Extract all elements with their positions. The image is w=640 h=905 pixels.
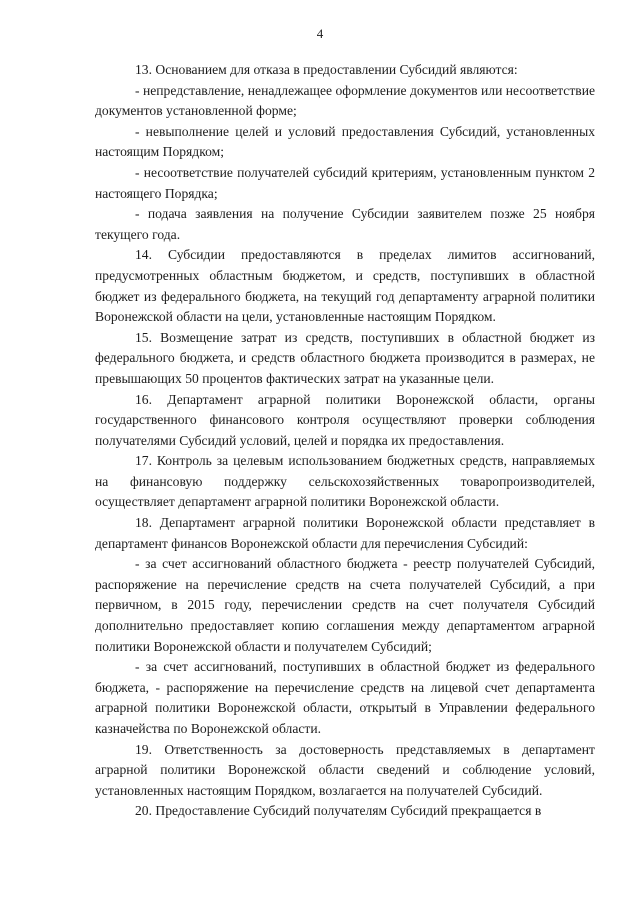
paragraph-15: 15. Возмещение затрат из средств, поступивших в областной бюджет из федерального бюджета, и средств областного бюджета производится в размерах, не превышающих 50 процентов фактических затрат на указанные цели. <box>95 329 595 386</box>
list-item-nonfulfillment: - невыполнение целей и условий предоставления Субсидий, установленных настоящим Порядком; <box>95 123 595 160</box>
list-item-federal-budget: - за счет ассигнований, поступивших в областной бюджет из федерального бюджета, - распоряжение на перечисление средств на лицевой счет департамента аграрной политики Воронежской области, открытый в Управлении федерального казначейства по Воронежской области. <box>95 659 595 736</box>
list-item-nonsubmission: - непредставление, ненадлежащее оформление документов или несоответствие документов установленной форме; <box>95 82 595 119</box>
paragraph-16: 16. Департамент аграрной политики Воронежской области, органы государственного финансового контроля осуществляют проверки соблюдения получателями Субсидий условий, целей и порядка их предоставления. <box>95 391 595 448</box>
list-item-late-application: - подача заявления на получение Субсидии заявителем позже 25 ноября текущего года. <box>95 206 595 242</box>
paragraph-17: 17. Контроль за целевым использованием бюджетных средств, направляемых на финансовую поддержку сельскохозяйственных товаропроизводителей, осуществляет департамент аграрной политики Воронежской области. <box>95 453 595 510</box>
list-item-criteria-mismatch: - несоответствие получателей субсидий критериям, установленным пунктом 2 настоящего Порядка; <box>95 164 595 201</box>
paragraph-13-intro: 13. Основанием для отказа в предоставлении Субсидий являются: <box>135 62 518 77</box>
paragraph-14: 14. Субсидии предоставляются в пределах лимитов ассигнований, предусмотренных областным бюджетом, и средств, поступивших в областной бюджет из федерального бюджета, на текущий год департаменту аграрной политики Воронежской области на цели, установленные настоящим Порядком. <box>95 247 595 325</box>
paragraph-19: 19. Ответственность за достоверность представляемых в департамент аграрной политики Воронежской области сведений и соблюдение условий, установленных настоящим Порядком, возлагается на получателей Субсидий. <box>95 741 595 798</box>
list-item-regional-budget: - за счет ассигнований областного бюджета - реестр получателей Субсидий, распоряжение на перечисление средств на счета получателей Субсидий, а при первичном, в 2015 году, перечислении средств на счет получателя Субсидий дополнительно предоставляет копию соглашения между департаментом аграрной политики Воронежской области и получателем Субсидий; <box>95 556 595 654</box>
paragraph-20: 20. Предоставление Субсидий получателям Субсидий прекращается в <box>135 803 542 819</box>
page-number: 4 <box>316 26 324 41</box>
document-body <box>95 60 595 822</box>
paragraph-18-intro: 18. Департамент аграрной политики Воронежской области представляет в департамент финансов Воронежской области для перечисления Субсидий: <box>95 515 595 551</box>
